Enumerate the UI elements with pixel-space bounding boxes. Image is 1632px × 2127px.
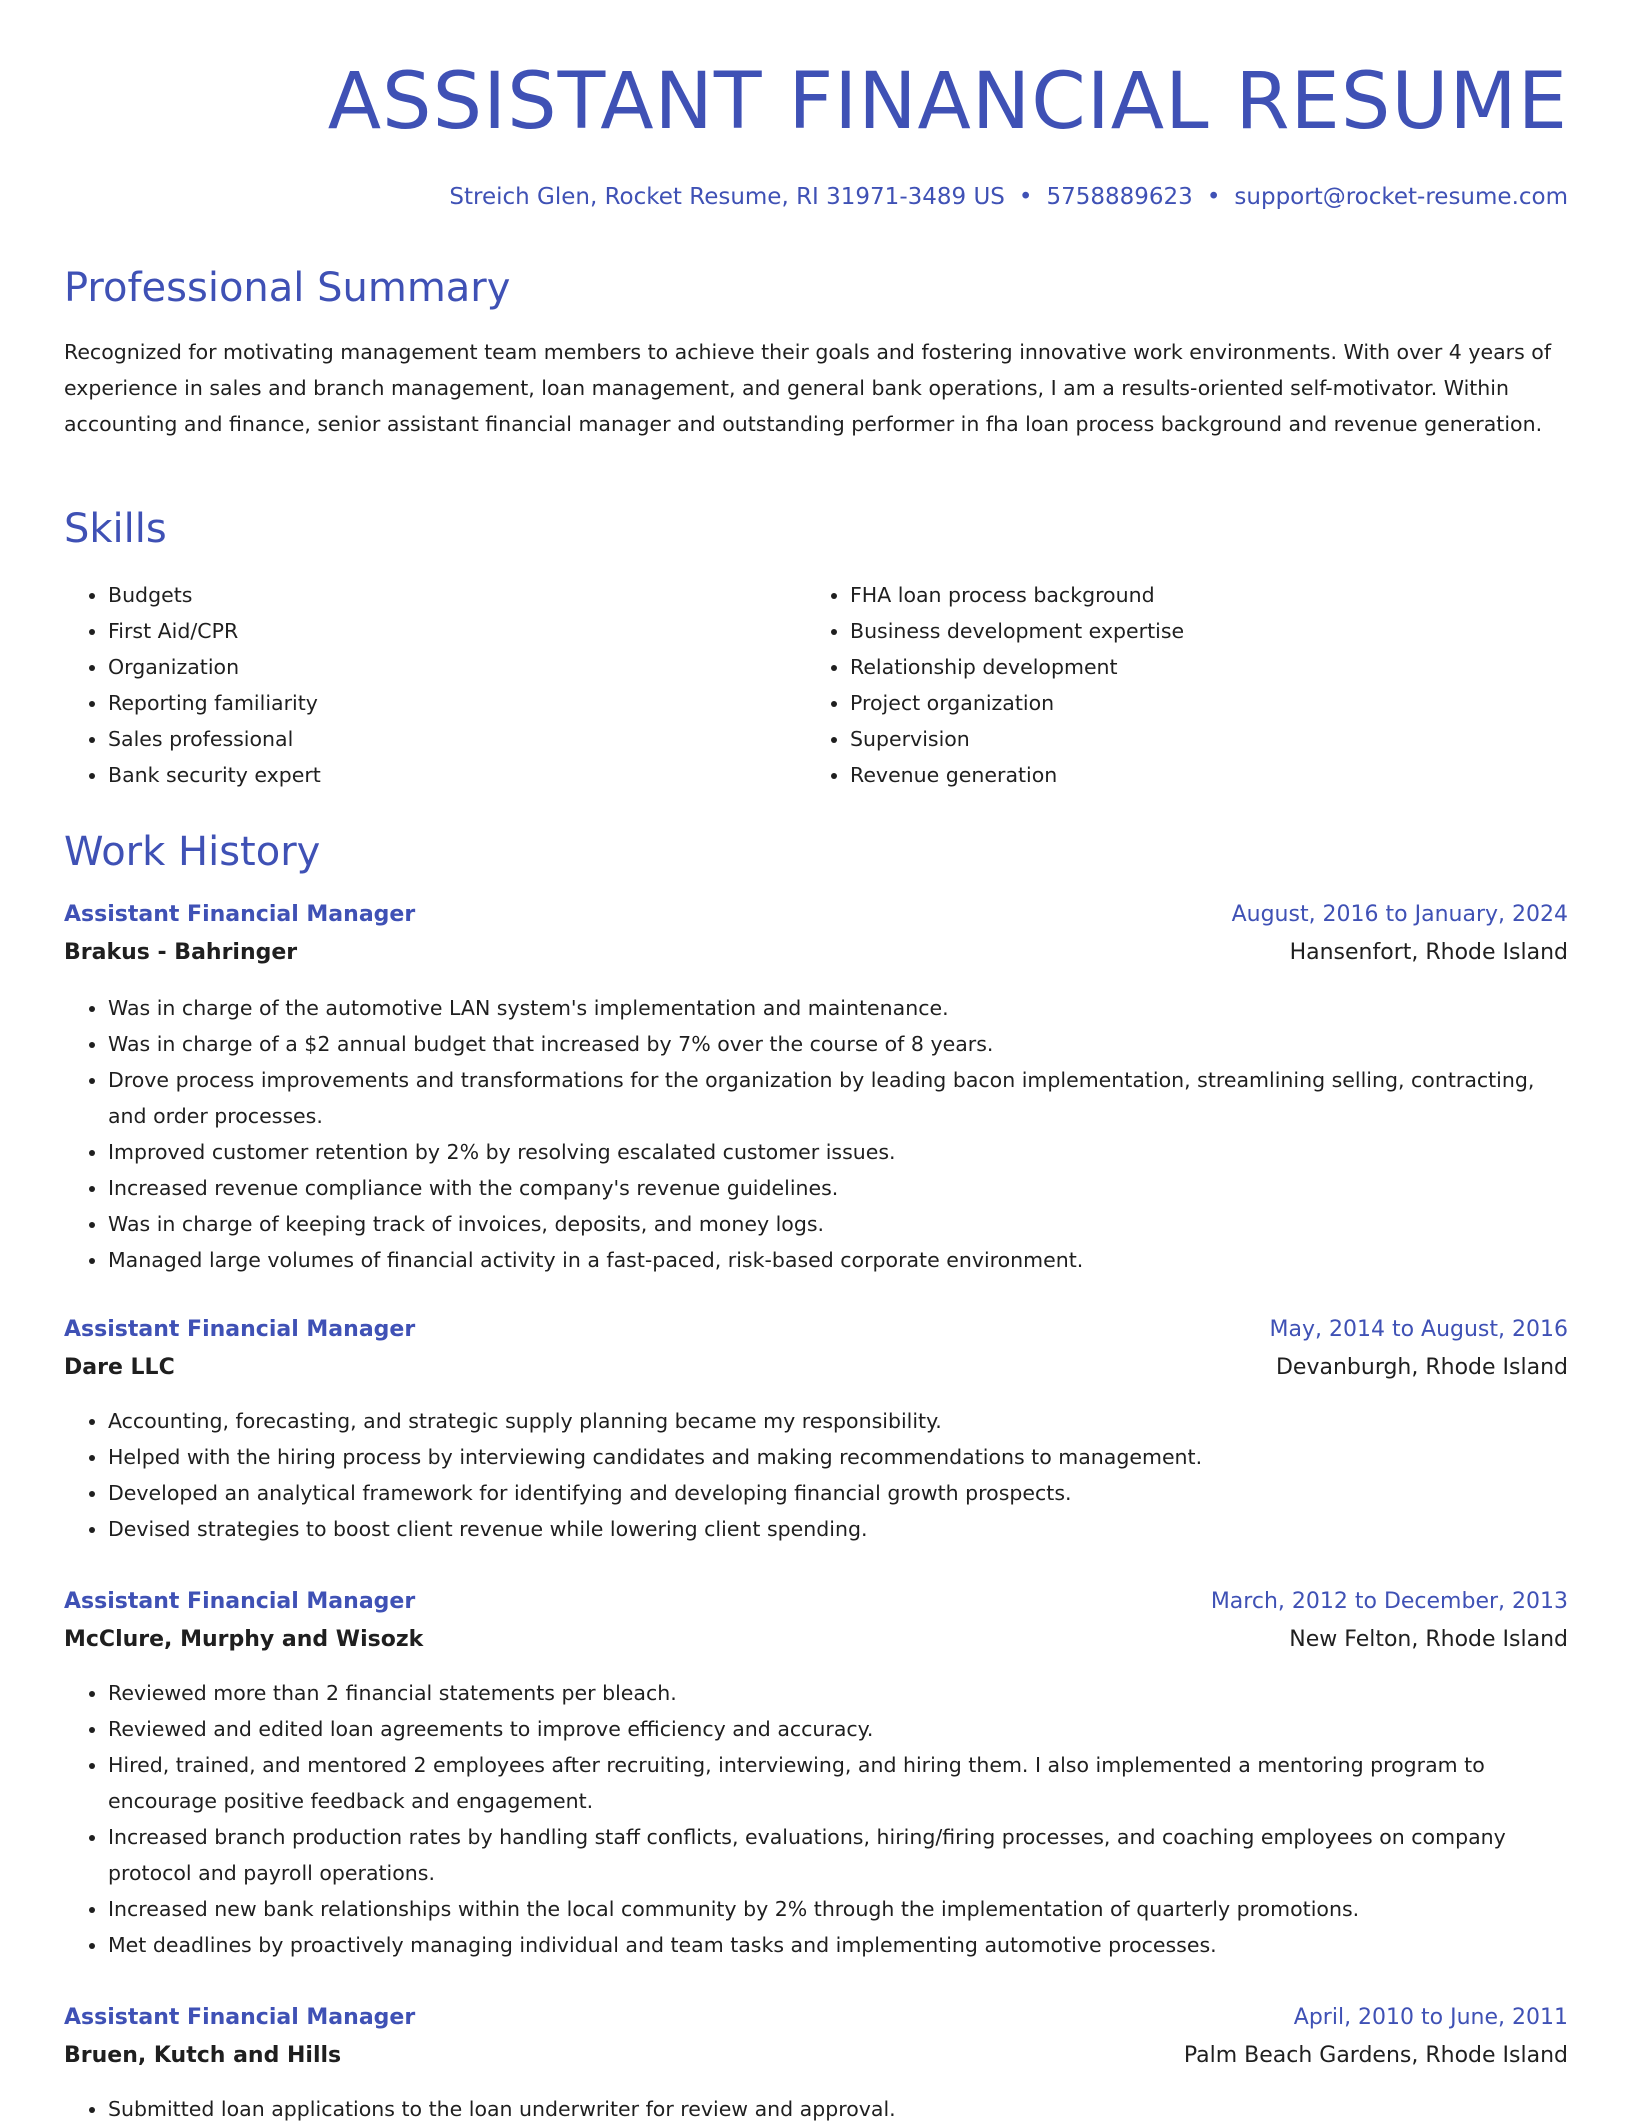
job-company: Bruen, Kutch and Hills xyxy=(64,2043,342,2068)
job-company: Brakus - Bahringer xyxy=(64,940,298,965)
job-location: Devanburgh, Rhode Island xyxy=(1275,1355,1568,1380)
skill-item: • Revenue generation xyxy=(850,757,1184,793)
job-bullet: • Hired, trained, and mentored 2 employees after recruiting, interviewing, and hiring them. I also implemented a mentoring program to encourage positive feedback and engagement. xyxy=(108,1747,1568,1819)
skill-item: • Relationship development xyxy=(850,649,1184,685)
job-bullet: • Was in charge of a $2 annual budget that increased by 7% over the course of 8 years. xyxy=(108,1026,1568,1062)
skill-item: • Reporting familiarity xyxy=(108,685,321,721)
skill-item: • Project organization xyxy=(850,685,1184,721)
work-history-heading: Work History xyxy=(64,829,321,875)
summary-text: Recognized for motivating management team members to achieve their goals and fostering innovative work environments. With over 4 years of experience in sales and branch management, loan management, and general bank operations, I am a results-oriented self-motivator. Within accounting and finance, senior assistant financial manager and outstanding performer in fha loan process background and revenue generation. xyxy=(64,340,1552,436)
job-company: McClure, Murphy and Wisozk xyxy=(64,1627,424,1652)
job-dates: August, 2016 to January, 2024 xyxy=(1231,902,1568,927)
skills-list-right xyxy=(806,577,1184,793)
job-bullet: • Helped with the hiring process by interviewing candidates and making recommendations to management. xyxy=(108,1439,1568,1475)
job-bullet: • Increased revenue compliance with the company's revenue guidelines. xyxy=(108,1170,1568,1206)
skill-item: • First Aid/CPR xyxy=(108,613,321,649)
job-title: Assistant Financial Manager xyxy=(64,1317,416,1342)
skill-item: • Business development expertise xyxy=(850,613,1184,649)
job-bullet: • Was in charge of the automotive LAN system's implementation and maintenance. xyxy=(108,990,1568,1026)
job-bullet: • Submitted loan applications to the loan underwriter for review and approval. xyxy=(108,2091,1568,2127)
job-bullet: • Increased branch production rates by handling staff conflicts, evaluations, hiring/firing processes, and coaching employees on company protocol and payroll operations. xyxy=(108,1819,1568,1891)
job-bullet: • Increased new bank relationships within the local community by 2% through the implementation of quarterly promotions. xyxy=(108,1891,1568,1927)
job-bullet: • Was in charge of keeping track of invoices, deposits, and money logs. xyxy=(108,1206,1568,1242)
job-dates: April, 2010 to June, 2011 xyxy=(1293,2005,1568,2030)
job-company: Dare LLC xyxy=(64,1355,175,1380)
job-bullet: • Drove process improvements and transformations for the organization by leading bacon implementation, streamlining selling, contracting, and order processes. xyxy=(108,1062,1568,1134)
contact-address: Streich Glen, Rocket Resume, RI 31971-3489 US xyxy=(449,184,1005,210)
skill-item: • Bank security expert xyxy=(108,757,321,793)
skill-item: • FHA loan process background xyxy=(850,577,1184,613)
contact-separator: • xyxy=(1206,184,1221,210)
job-bullet: • Reviewed and edited loan agreements to improve efficiency and accuracy. xyxy=(108,1711,1568,1747)
job-bullet: • Accounting, forecasting, and strategic supply planning became my responsibility. xyxy=(108,1403,1568,1439)
contact-separator: • xyxy=(1018,184,1033,210)
skills-heading: Skills xyxy=(64,506,167,552)
job-bullet: • Developed an analytical framework for identifying and developing financial growth prospects. xyxy=(108,1475,1568,1511)
job-bullet: • Reviewed more than 2 financial statements per bleach. xyxy=(108,1675,1568,1711)
job-title: Assistant Financial Manager xyxy=(64,902,416,927)
skills-list-left xyxy=(64,577,321,793)
job-bullet: • Met deadlines by proactively managing individual and team tasks and implementing automotive processes. xyxy=(108,1927,1568,1963)
job-bullets xyxy=(64,1675,1568,1963)
summary-heading: Professional Summary xyxy=(64,265,511,311)
resume-title: ASSISTANT FINANCIAL RESUME xyxy=(327,57,1568,147)
job-location: Hansenfort, Rhode Island xyxy=(1289,940,1568,965)
job-title: Assistant Financial Manager xyxy=(64,1589,416,1614)
job-bullet: • Improved customer retention by 2% by resolving escalated customer issues. xyxy=(108,1134,1568,1170)
job-bullets xyxy=(64,2091,1568,2127)
skill-item: • Supervision xyxy=(850,721,1184,757)
contact-phone: 5758889623 xyxy=(1046,184,1193,210)
skill-item: • Organization xyxy=(108,649,321,685)
job-bullet: • Devised strategies to boost client revenue while lowering client spending. xyxy=(108,1511,1568,1547)
job-dates: March, 2012 to December, 2013 xyxy=(1210,1589,1568,1614)
job-bullet: • Managed large volumes of financial activity in a fast-paced, risk-based corporate environment. xyxy=(108,1242,1568,1278)
job-title: Assistant Financial Manager xyxy=(64,2005,416,2030)
job-bullets xyxy=(64,1403,1568,1547)
job-location: New Felton, Rhode Island xyxy=(1289,1627,1568,1652)
contact-line xyxy=(449,180,1568,214)
job-location: Palm Beach Gardens, Rhode Island xyxy=(1183,2043,1568,2068)
job-bullets xyxy=(64,990,1568,1278)
job-dates: May, 2014 to August, 2016 xyxy=(1269,1317,1568,1342)
contact-email[interactable]: support@rocket-resume.com xyxy=(1234,184,1568,210)
skill-item: • Budgets xyxy=(108,577,321,613)
skill-item: • Sales professional xyxy=(108,721,321,757)
